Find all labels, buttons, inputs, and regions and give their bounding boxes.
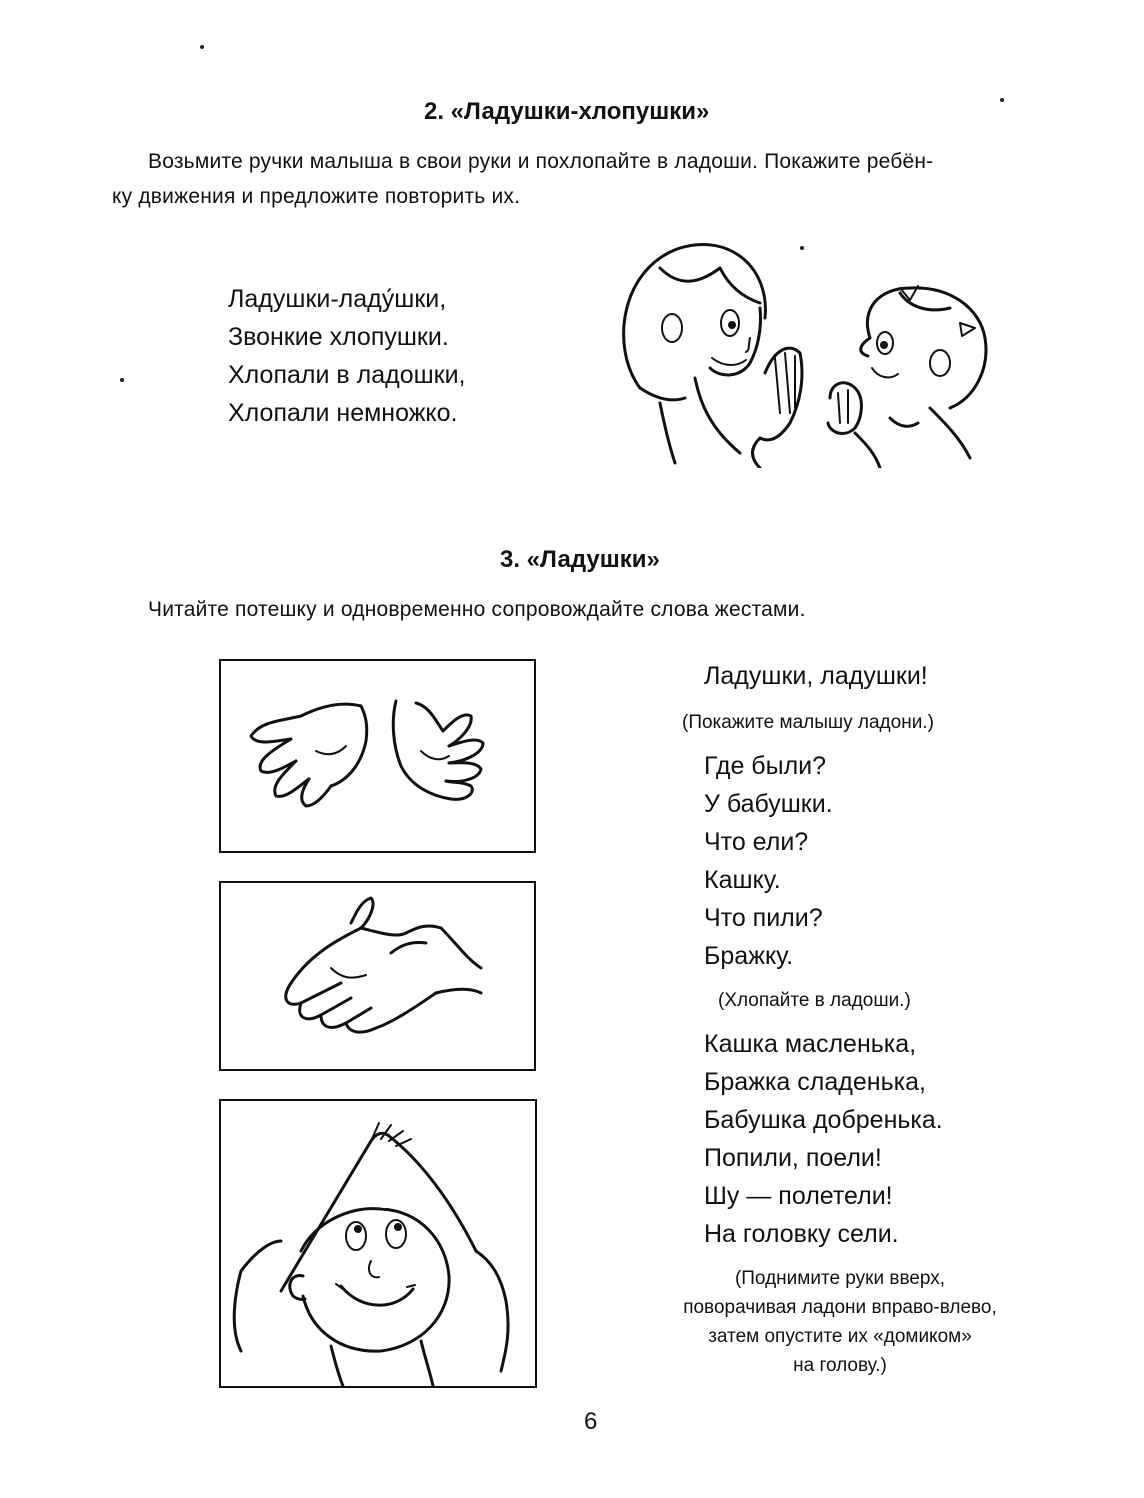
verse-block-1 [704, 752, 833, 980]
section3-title: 3. «Ладушки» [500, 546, 660, 573]
picture-hands-on-head [219, 1099, 537, 1388]
stage-direction-line: поворачивая ладони вправо-влево, [683, 1297, 997, 1318]
verse-line: Шу — полетели! [704, 1182, 893, 1210]
verse-line: Кашка масленька, [704, 1030, 917, 1058]
verse-block-2 [704, 1030, 943, 1258]
verse-line: Кашку. [704, 866, 781, 894]
verse-line: Где были? [704, 752, 827, 780]
ink-speck [800, 246, 804, 250]
verse-line: Бражку. [704, 942, 794, 970]
stage-direction-line: (Поднимите руки вверх, [734, 1268, 946, 1289]
stage-direction-1: (Покажите малышу ладони.) [682, 712, 934, 733]
poem-line: Хлопали немножко. [228, 399, 458, 427]
verse-line: Бабушка добренька. [704, 1106, 943, 1134]
section2-intro-line2: ку движения и предложите повторить их. [112, 185, 521, 208]
scan-speck [1000, 98, 1004, 102]
scan-speck [120, 378, 124, 382]
section2-intro-line1: Возьмите ручки малыша в свои руки и похлопайте в ладоши. Покажите ребён- [148, 150, 934, 173]
scan-speck [200, 45, 204, 49]
section3-intro: Читайте потешку и одновременно сопровождайте слова жестами. [148, 598, 806, 621]
page-number: 6 [584, 1408, 598, 1435]
verse-line: Что ели? [704, 828, 809, 856]
section2-title: 2. «Ладушки-хлопушки» [424, 98, 710, 125]
verse-heading: Ладушки, ладушки! [704, 662, 928, 690]
stage-direction-2: (Хлопайте в ладоши.) [718, 990, 911, 1011]
stage-direction-line: затем опустите их «домиком» [708, 1326, 972, 1347]
verse-line: Что пили? [704, 904, 823, 932]
picture-open-palms [219, 659, 536, 853]
poem-line: Звонкие хлопушки. [228, 323, 449, 351]
verse-line: Бражка сладенька, [704, 1068, 926, 1096]
stage-direction-3 [640, 1268, 1040, 1384]
poem-line: Ладушки-ладу́шки, [228, 285, 447, 313]
verse-line: На головку сели. [704, 1220, 899, 1248]
mother-child-clapping-illustration [600, 228, 1000, 468]
verse-line: У бабушки. [704, 790, 833, 818]
picture-clapping-hands [219, 881, 536, 1071]
verse-line: Попили, поели! [704, 1144, 882, 1172]
poem-line: Хлопали в ладошки, [228, 361, 466, 389]
stage-direction-line: на голову.) [793, 1355, 887, 1376]
section2-poem [228, 280, 466, 432]
